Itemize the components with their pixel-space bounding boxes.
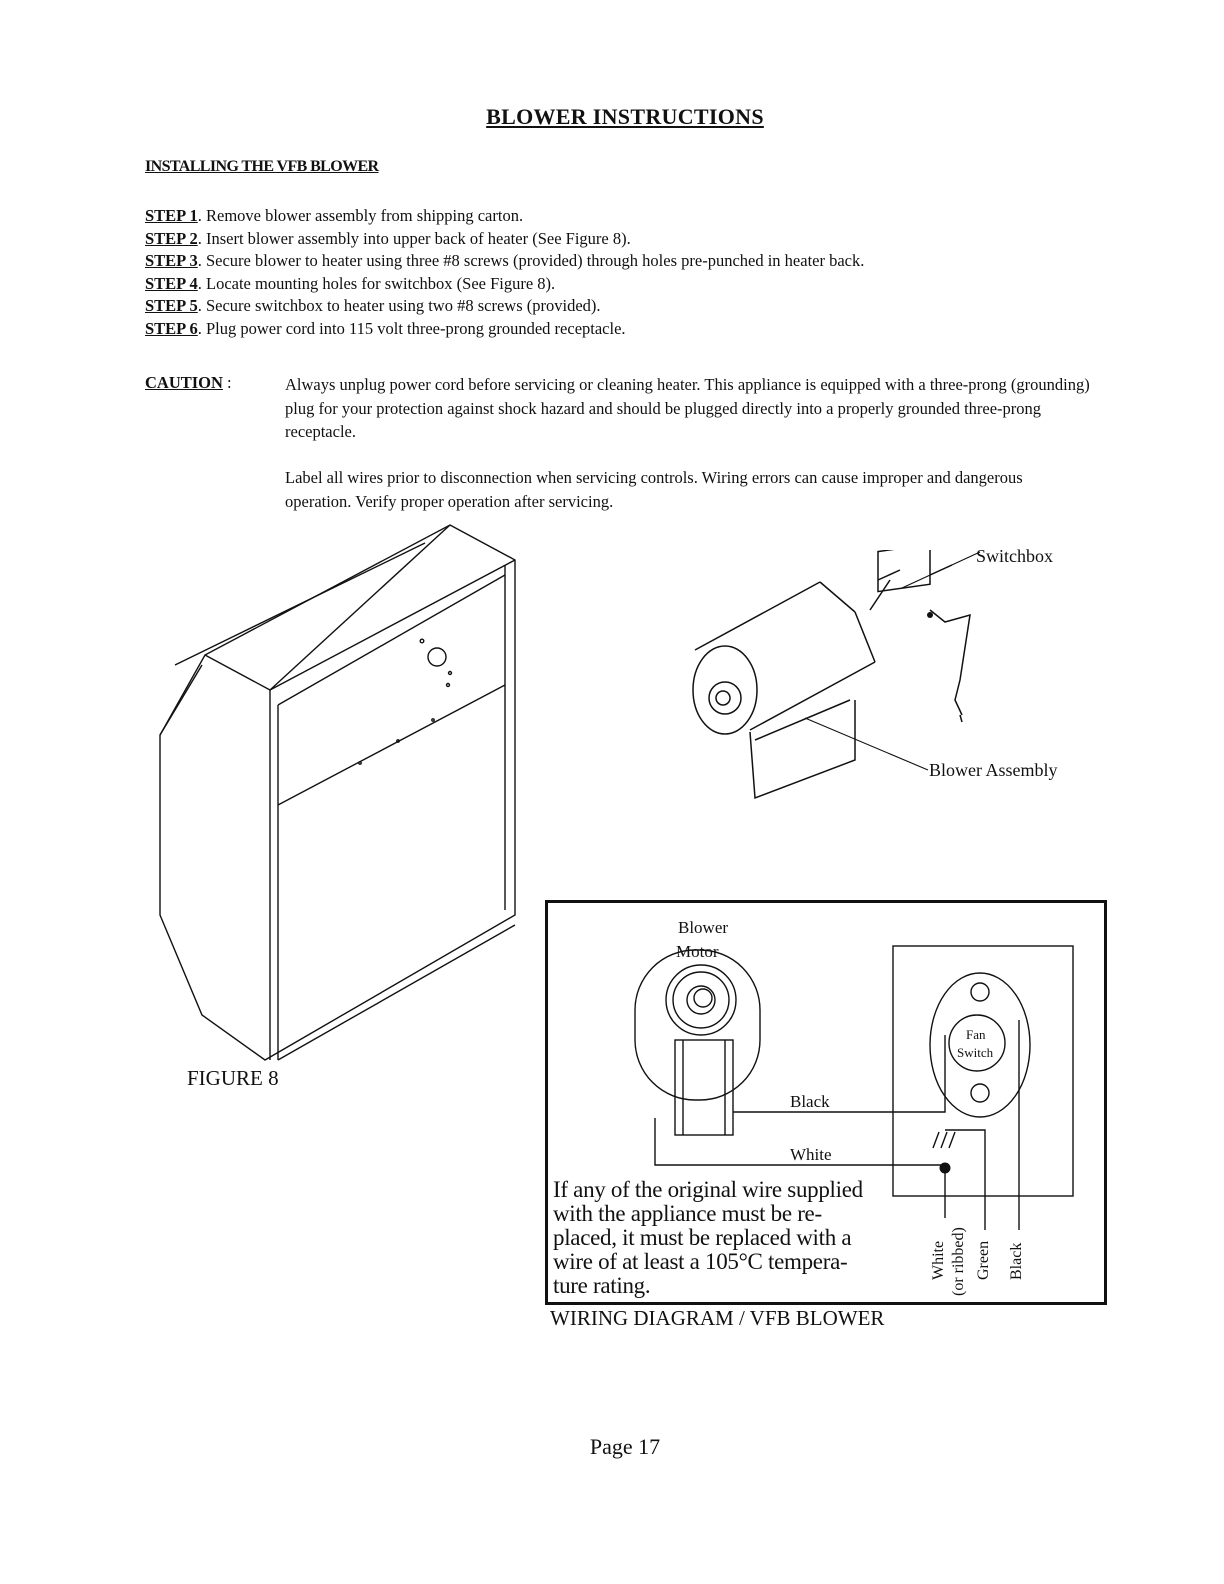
step-5: [145, 295, 864, 318]
figure-8-label: FIGURE 8: [187, 1066, 279, 1090]
step-label: STEP 1: [145, 206, 198, 225]
step-3: [145, 250, 864, 273]
step-text: . Plug power cord into 115 volt three-prong grounded receptacle.: [197, 318, 626, 338]
wire-replacement-note: If any of the original wire supplied with the appliance must be re-placed, it must be replaced with a wire of at least a 105°C tempera-ture rating.: [553, 1177, 863, 1298]
step-text: . Remove blower assembly from shipping carton.: [197, 206, 524, 225]
motor-label: Motor: [676, 942, 719, 961]
step-label: STEP 2: [145, 228, 198, 248]
step-6: [145, 318, 864, 341]
step-text: . Secure switchbox to heater using two #8 screws (provided).: [197, 296, 601, 316]
fan-label: Fan: [966, 1027, 986, 1042]
step-2: [145, 228, 864, 251]
step-text: . Locate mounting holes for switchbox (See Figure 8).: [197, 273, 556, 293]
white-vertical-label: White: [930, 1240, 947, 1280]
ribbed-vertical-label: (or ribbed): [950, 1227, 967, 1296]
black-vertical-label: Black: [1008, 1242, 1025, 1280]
blower-assembly-label: Blower Assembly: [929, 760, 1058, 780]
caution-colon: :: [227, 373, 232, 392]
caution-paragraph-2: Label all wires prior to disconnection when servicing controls. Wiring errors can cause improper and dangerous operation. Verify proper operation after servicing.: [285, 468, 1023, 511]
step-label: STEP 4: [145, 273, 198, 293]
step-1: [145, 205, 864, 228]
caution-paragraph-1: Always unplug power cord before servicing or cleaning heater. This appliance is equipped with a three-prong (grounding) plug for your protection against shock hazard and should be plugged directly into a properly grounded three-prong receptacle.: [285, 375, 1090, 441]
page-number: Page 17: [589, 1434, 661, 1459]
step-label: STEP 5: [145, 296, 198, 316]
switchbox-label: Switchbox: [976, 546, 1054, 566]
section-subtitle: INSTALLING THE VFB BLOWER: [145, 158, 379, 175]
step-label: STEP 6: [145, 318, 198, 338]
blower-label: Blower: [678, 918, 729, 937]
switch-label: Switch: [957, 1045, 994, 1060]
black-wire-label: Black: [790, 1092, 830, 1111]
page-title: BLOWER INSTRUCTIONS: [486, 104, 764, 129]
steps-list: [145, 205, 864, 341]
green-vertical-label: Green: [975, 1240, 992, 1280]
step-label: STEP 3: [145, 251, 198, 271]
step-4: [145, 273, 864, 296]
heater-figure: [150, 515, 530, 1075]
step-text: . Secure blower to heater using three #8 screws (provided) through holes pre-punched in heater back.: [197, 251, 865, 271]
caution-label: CAUTION: [145, 373, 223, 392]
white-wire-label: White: [790, 1145, 832, 1164]
step-text: . Insert blower assembly into upper back of heater (See Figure 8).: [197, 228, 631, 248]
wiring-diagram-caption: WIRING DIAGRAM / VFB BLOWER: [550, 1306, 885, 1330]
